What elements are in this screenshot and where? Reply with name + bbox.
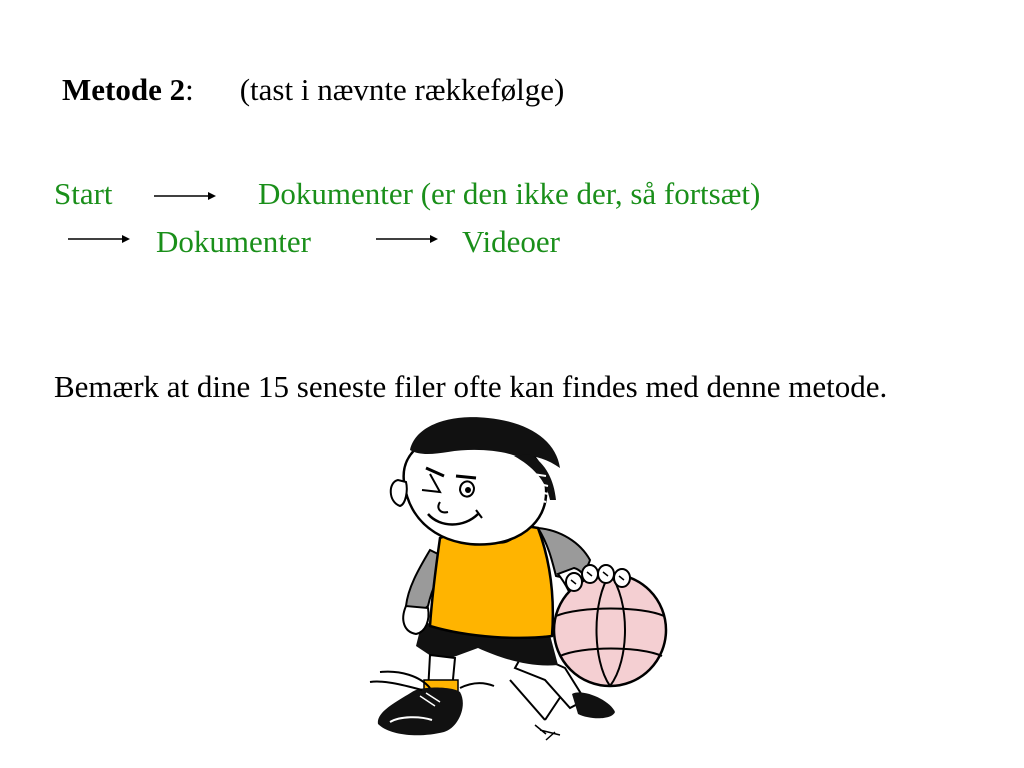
note-text: Bemærk at dine 15 seneste filer ofte kan findes med denne metode. [54,369,888,404]
heading-colon: : [185,72,194,107]
right-arrow-icon [154,190,216,202]
heading-subtitle: (tast i nævnte rækkefølge) [239,72,565,107]
right-arrow-icon [68,233,130,245]
right-arrow-icon [376,233,438,245]
slide-heading [62,70,564,110]
path-step-documents: Dokumenter [156,224,311,259]
path-step-start: Start [54,176,113,211]
path-step-videos: Videoer [462,224,560,259]
path-step-documents-primary: Dokumenter (er den ikke der, så fortsæt) [258,176,761,211]
heading-bold-label: Metode 2 [62,72,186,107]
basketball-boy-clipart [360,410,680,755]
